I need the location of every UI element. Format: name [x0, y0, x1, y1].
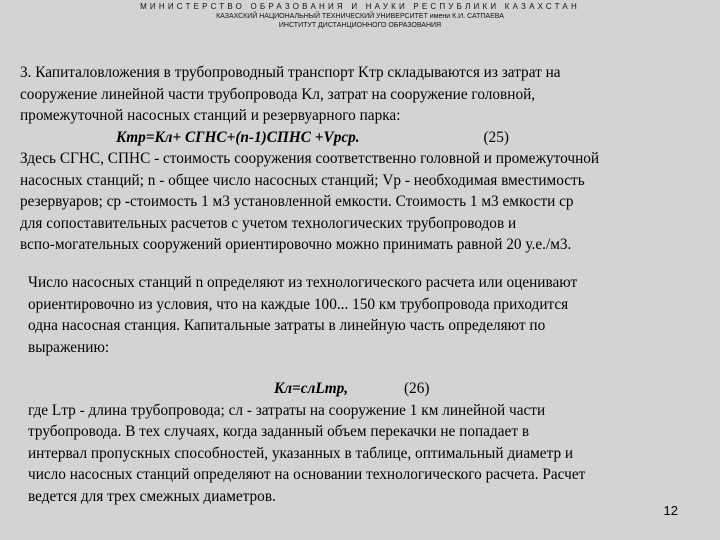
text-line: сооружение линейной части трубопровода Kл, затрат на сооружение головной,: [20, 85, 536, 103]
text-line: насосных станций; n - общее число насосных станций; Vр - необходимая вместимость: [20, 171, 585, 189]
formula-26-row: [28, 378, 698, 400]
text-line: для сопоставительных расчетов с учетом технологических трубопроводов и: [20, 214, 517, 232]
ministry-title: МИНИСТЕРСТВО ОБРАЗОВАНИЯ И НАУКИ РЕСПУБЛИКИ КАЗАХСТАН: [140, 2, 580, 11]
text-line: интервал пропускных способностей, указанных в таблице, оптимальный диаметр и: [28, 444, 574, 462]
formula-26-number: (26): [403, 380, 430, 397]
formula-25-row: [20, 127, 700, 149]
text-line: резервуаров; cр -стоимость 1 м3 установленной емкости. Стоимость 1 м3 емкости cр: [20, 193, 574, 210]
text-line: 3. Капиталовложения в трубопроводный транспорт Kтр складываются из затрат на: [20, 64, 561, 81]
paragraph-pump-stations: [28, 272, 698, 358]
text-line: ориентировочно из условия, что на каждые 100... 150 км трубопровода приходится: [28, 295, 569, 313]
text-line: трубопровода. В тех случаях, когда заданный объем перекачки не попадает в: [28, 423, 530, 440]
slide-header: [0, 2, 720, 30]
text-line: Число насосных станций n определяют из технологического расчета или оценивают: [28, 274, 578, 291]
text-line: где Lтр - длина трубопровода; cл - затраты на сооружение 1 км линейной части: [28, 401, 546, 419]
text-line: вспо-могательных сооружений ориентировочно можно принимать равной 20 у.е./м3.: [20, 236, 572, 253]
university-title: КАЗАХСКИЙ НАЦИОНАЛЬНЫЙ ТЕХНИЧЕСКИЙ УНИВЕРСИТЕТ имени К.И. САТПАЕВА: [216, 13, 504, 20]
paragraph-capital-investments: [20, 62, 700, 256]
page-number: 12: [663, 503, 678, 518]
paragraph-linear-part: [28, 378, 698, 507]
text-line: число насосных станций определяют на основании технологического расчета. Расчет: [28, 466, 586, 483]
institute-title: ИНСТИТУТ ДИСТАНЦИОННОГО ОБРАЗОВАНИЯ: [278, 22, 442, 29]
text-line: выражению:: [28, 338, 110, 356]
text-line: промежуточной насосных станций и резервуарного парка:: [20, 107, 401, 124]
formula-26: Kл=cлLтр,: [274, 380, 349, 397]
formula-25: Kтр=Kл+ CГНС+(n-1)CПНС +Vрcр.: [116, 128, 360, 146]
text-line: одна насосная станция. Капитальные затраты в линейную часть определяют по: [28, 317, 546, 334]
formula-25-number: (25): [483, 128, 509, 146]
text-line: Здесь CГНС, CПНС - стоимость сооружения соответственно головной и промежуточной: [20, 150, 600, 167]
text-line: ведется для трех смежных диаметров.: [28, 487, 276, 505]
